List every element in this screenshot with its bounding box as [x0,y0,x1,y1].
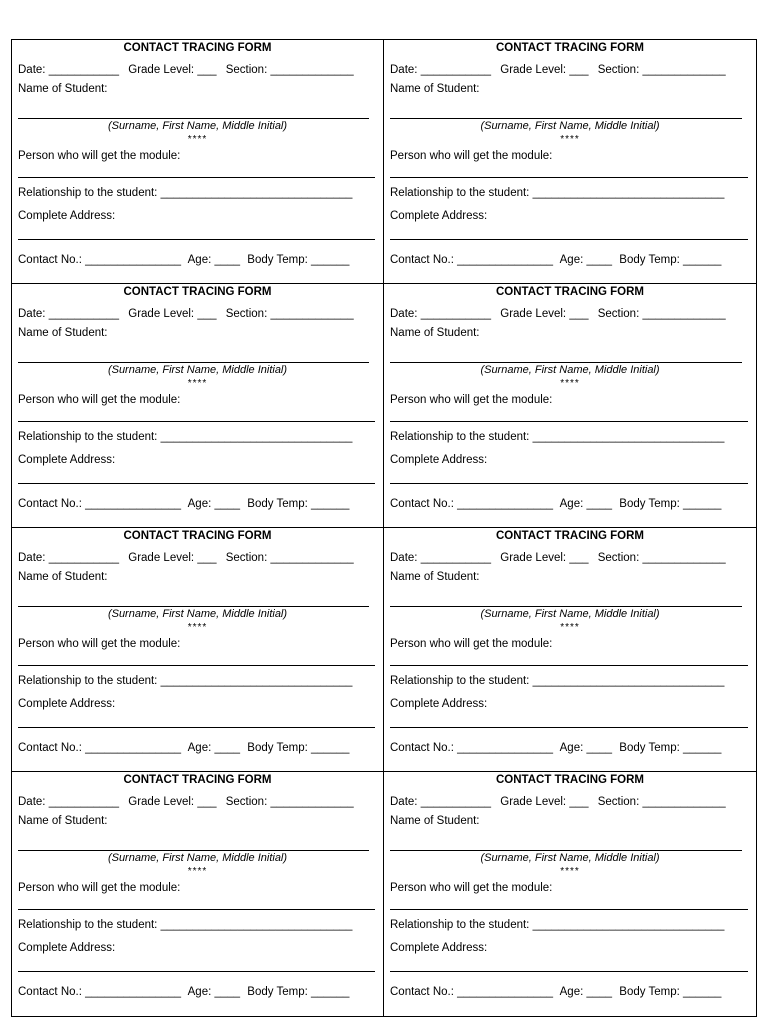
address-line[interactable] [18,483,375,484]
relationship-label: Relationship to the student: [18,187,158,199]
relationship-row [390,675,750,687]
body-temp-label: Body Temp: [247,254,308,266]
date-grade-section-row [390,552,750,564]
relationship-field[interactable]: ______________________________ [160,919,353,931]
complete-address-label: Complete Address: [18,210,116,222]
module-receiver-label: Person who will get the module: [18,638,181,650]
stars-divider: **** [187,134,208,145]
section-field[interactable]: _____________ [270,64,354,76]
grade-level-label: Grade Level: [500,552,567,564]
date-field[interactable]: ___________ [420,64,492,76]
student-name-line[interactable] [18,606,369,607]
form-title: CONTACT TRACING FORM [123,530,272,542]
address-line[interactable] [18,971,375,972]
module-receiver-line[interactable] [390,665,748,666]
body-temp-field[interactable]: ______ [311,254,350,266]
stars-divider: **** [187,866,208,877]
contact-no-label: Contact No.: [18,986,82,998]
contact-tracing-form-card [384,772,756,1016]
body-temp-label: Body Temp: [247,986,308,998]
name-format-hint: (Surname, First Name, Middle Initial) [480,608,660,620]
grade-level-field[interactable]: ___ [569,308,589,320]
section-label: Section: [225,64,268,76]
section-label: Section: [597,308,640,320]
stars-divider: **** [187,622,208,633]
student-name-line[interactable] [18,118,369,119]
section-field[interactable]: _____________ [270,308,354,320]
stars-divider: **** [560,866,580,877]
address-line[interactable] [390,483,748,484]
date-label: Date: [390,308,418,320]
contact-age-temp-row [18,254,377,266]
age-field[interactable]: ____ [586,498,613,510]
age-field[interactable]: ____ [214,742,241,754]
complete-address-label: Complete Address: [390,210,488,222]
contact-age-temp-row [390,986,750,998]
age-label: Age: [187,986,212,998]
module-receiver-line[interactable] [390,909,748,910]
section-label: Section: [597,796,640,808]
module-receiver-line[interactable] [18,177,375,178]
module-receiver-label: Person who will get the module: [390,150,553,162]
body-temp-field[interactable]: ______ [683,254,722,266]
grade-level-field[interactable]: ___ [197,308,217,320]
body-temp-field[interactable]: ______ [683,742,722,754]
name-format-hint: (Surname, First Name, Middle Initial) [107,608,288,620]
age-label: Age: [187,498,212,510]
section-field[interactable]: _____________ [642,308,726,320]
age-field[interactable]: ____ [214,254,241,266]
body-temp-label: Body Temp: [619,742,680,754]
contact-no-field[interactable]: _______________ [85,498,182,510]
age-label: Age: [187,254,212,266]
date-field[interactable]: ___________ [48,796,120,808]
age-field[interactable]: ____ [586,986,613,998]
relationship-field[interactable]: ______________________________ [160,187,353,199]
module-receiver-label: Person who will get the module: [18,882,181,894]
contact-no-label: Contact No.: [18,254,82,266]
module-receiver-line[interactable] [18,421,375,422]
date-label: Date: [390,64,418,76]
relationship-row [390,919,750,931]
contact-age-temp-row [390,254,750,266]
stars-divider: **** [560,378,580,389]
age-label: Age: [559,742,584,754]
address-line[interactable] [18,727,375,728]
grade-level-field[interactable]: ___ [569,796,589,808]
grade-level-label: Grade Level: [500,64,567,76]
relationship-field[interactable]: ______________________________ [532,675,725,687]
grade-level-label: Grade Level: [128,552,195,564]
section-field[interactable]: _____________ [642,64,726,76]
student-name-line[interactable] [18,850,369,851]
module-receiver-label: Person who will get the module: [18,150,181,162]
section-field[interactable]: _____________ [270,552,354,564]
grade-level-label: Grade Level: [128,796,195,808]
date-label: Date: [390,796,418,808]
age-label: Age: [187,742,212,754]
module-receiver-label: Person who will get the module: [390,638,553,650]
contact-tracing-form-card [12,528,384,772]
contact-age-temp-row [390,742,750,754]
contact-age-temp-row [18,742,377,754]
relationship-row [390,431,750,443]
name-of-student-label: Name of Student: [390,571,480,583]
name-of-student-label: Name of Student: [390,83,480,95]
contact-tracing-form-card [384,284,756,528]
relationship-label: Relationship to the student: [18,919,158,931]
name-of-student-label: Name of Student: [18,327,108,339]
contact-tracing-form-card [12,40,384,284]
contact-no-field[interactable]: _______________ [457,498,554,510]
body-temp-field[interactable]: ______ [683,986,722,998]
date-label: Date: [18,796,46,808]
relationship-row [390,187,750,199]
date-field[interactable]: ___________ [48,552,120,564]
relationship-label: Relationship to the student: [390,919,530,931]
body-temp-label: Body Temp: [619,986,680,998]
forms-sheet [11,39,757,1017]
name-format-hint: (Surname, First Name, Middle Initial) [480,120,660,132]
complete-address-label: Complete Address: [390,454,488,466]
contact-no-label: Contact No.: [390,498,454,510]
grade-level-field[interactable]: ___ [197,796,217,808]
name-of-student-label: Name of Student: [18,815,108,827]
module-receiver-label: Person who will get the module: [390,394,553,406]
name-format-hint: (Surname, First Name, Middle Initial) [480,364,660,376]
date-grade-section-row [18,552,377,564]
contact-no-label: Contact No.: [390,254,454,266]
contact-no-field[interactable]: _______________ [85,254,182,266]
grade-level-field[interactable]: ___ [197,64,217,76]
contact-age-temp-row [390,498,750,510]
contact-tracing-form-card [384,528,756,772]
stars-divider: **** [560,134,580,145]
contact-no-label: Contact No.: [18,742,82,754]
age-label: Age: [559,986,584,998]
section-label: Section: [225,796,268,808]
date-label: Date: [18,64,46,76]
address-line[interactable] [18,239,375,240]
section-label: Section: [225,552,268,564]
module-receiver-label: Person who will get the module: [18,394,181,406]
module-receiver-line[interactable] [390,177,748,178]
date-grade-section-row [18,796,377,808]
student-name-line[interactable] [390,606,742,607]
name-of-student-label: Name of Student: [390,327,480,339]
date-label: Date: [18,308,46,320]
address-line[interactable] [390,727,748,728]
age-field[interactable]: ____ [586,742,613,754]
grade-level-field[interactable]: ___ [569,552,589,564]
module-receiver-line[interactable] [18,665,375,666]
grade-level-field[interactable]: ___ [197,552,217,564]
relationship-row [18,919,377,931]
form-title: CONTACT TRACING FORM [123,42,272,54]
name-format-hint: (Surname, First Name, Middle Initial) [107,120,288,132]
age-label: Age: [559,498,584,510]
date-field[interactable]: ___________ [48,308,120,320]
date-grade-section-row [390,796,750,808]
body-temp-field[interactable]: ______ [683,498,722,510]
section-field[interactable]: _____________ [270,796,354,808]
relationship-label: Relationship to the student: [390,431,530,443]
relationship-field[interactable]: ______________________________ [532,187,725,199]
relationship-label: Relationship to the student: [390,187,530,199]
complete-address-label: Complete Address: [18,942,116,954]
relationship-label: Relationship to the student: [390,675,530,687]
contact-no-field[interactable]: _______________ [457,742,554,754]
contact-no-field[interactable]: _______________ [457,254,554,266]
contact-age-temp-row [18,986,377,998]
section-label: Section: [225,308,268,320]
date-field[interactable]: ___________ [420,552,492,564]
section-label: Section: [597,64,640,76]
contact-tracing-form-card [12,772,384,1016]
age-label: Age: [559,254,584,266]
complete-address-label: Complete Address: [18,698,116,710]
form-title: CONTACT TRACING FORM [123,774,272,786]
contact-no-field[interactable]: _______________ [85,742,182,754]
age-field[interactable]: ____ [586,254,613,266]
address-line[interactable] [390,971,748,972]
complete-address-label: Complete Address: [18,454,116,466]
body-temp-label: Body Temp: [247,742,308,754]
relationship-label: Relationship to the student: [18,675,158,687]
relationship-field[interactable]: ______________________________ [160,675,353,687]
student-name-line[interactable] [18,362,369,363]
body-temp-label: Body Temp: [247,498,308,510]
date-grade-section-row [18,308,377,320]
address-line[interactable] [390,239,748,240]
date-field[interactable]: ___________ [420,796,492,808]
grade-level-label: Grade Level: [128,308,195,320]
contact-no-label: Contact No.: [18,498,82,510]
name-format-hint: (Surname, First Name, Middle Initial) [107,364,288,376]
body-temp-label: Body Temp: [619,498,680,510]
name-format-hint: (Surname, First Name, Middle Initial) [107,852,288,864]
body-temp-field[interactable]: ______ [311,986,350,998]
grade-level-label: Grade Level: [500,796,567,808]
student-name-line[interactable] [390,118,742,119]
contact-tracing-form-card [12,284,384,528]
date-field[interactable]: ___________ [420,308,492,320]
student-name-line[interactable] [390,362,742,363]
module-receiver-label: Person who will get the module: [390,882,553,894]
form-title: CONTACT TRACING FORM [496,42,644,54]
section-field[interactable]: _____________ [642,796,726,808]
date-grade-section-row [390,64,750,76]
module-receiver-line[interactable] [18,909,375,910]
relationship-field[interactable]: ______________________________ [532,431,725,443]
date-field[interactable]: ___________ [48,64,120,76]
complete-address-label: Complete Address: [390,698,488,710]
date-grade-section-row [18,64,377,76]
body-temp-label: Body Temp: [619,254,680,266]
relationship-row [18,675,377,687]
contact-no-field[interactable]: _______________ [457,986,554,998]
student-name-line[interactable] [390,850,742,851]
date-label: Date: [18,552,46,564]
contact-tracing-form-card [384,40,756,284]
stars-divider: **** [187,378,208,389]
section-field[interactable]: _____________ [642,552,726,564]
name-of-student-label: Name of Student: [18,571,108,583]
contact-age-temp-row [18,498,377,510]
form-title: CONTACT TRACING FORM [123,286,272,298]
name-format-hint: (Surname, First Name, Middle Initial) [480,852,660,864]
grade-level-label: Grade Level: [500,308,567,320]
date-label: Date: [390,552,418,564]
contact-no-label: Contact No.: [390,986,454,998]
section-label: Section: [597,552,640,564]
relationship-field[interactable]: ______________________________ [160,431,353,443]
body-temp-field[interactable]: ______ [311,498,350,510]
date-grade-section-row [390,308,750,320]
relationship-row [18,187,377,199]
name-of-student-label: Name of Student: [390,815,480,827]
module-receiver-line[interactable] [390,421,748,422]
stars-divider: **** [560,622,580,633]
age-field[interactable]: ____ [214,986,241,998]
contact-no-label: Contact No.: [390,742,454,754]
form-title: CONTACT TRACING FORM [496,286,644,298]
relationship-field[interactable]: ______________________________ [532,919,725,931]
age-field[interactable]: ____ [214,498,241,510]
grade-level-label: Grade Level: [128,64,195,76]
name-of-student-label: Name of Student: [18,83,108,95]
contact-no-field[interactable]: _______________ [85,986,182,998]
relationship-row [18,431,377,443]
grade-level-field[interactable]: ___ [569,64,589,76]
form-title: CONTACT TRACING FORM [496,530,644,542]
form-title: CONTACT TRACING FORM [496,774,644,786]
complete-address-label: Complete Address: [390,942,488,954]
relationship-label: Relationship to the student: [18,431,158,443]
body-temp-field[interactable]: ______ [311,742,350,754]
